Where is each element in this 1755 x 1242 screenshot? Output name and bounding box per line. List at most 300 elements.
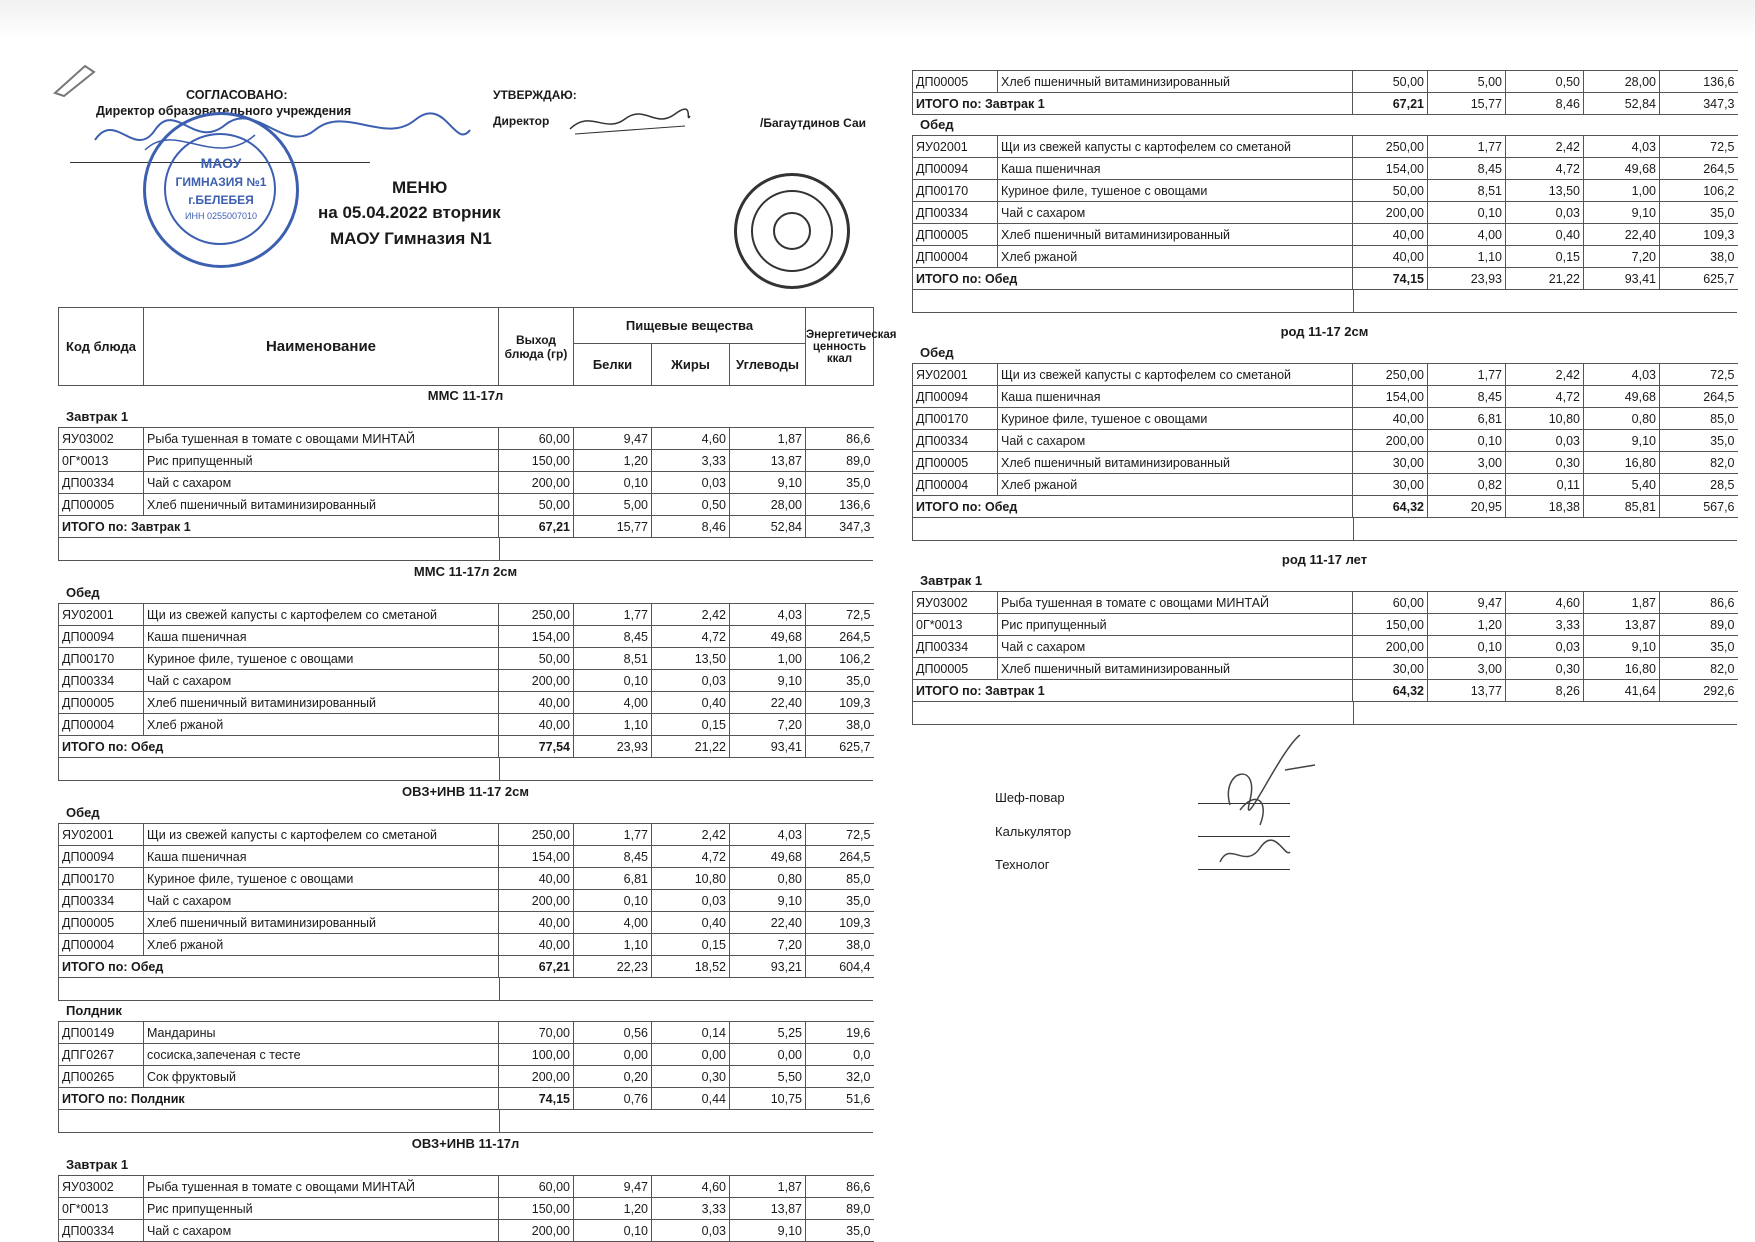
meal-title: Обед xyxy=(66,585,100,600)
dish-fat: 0,11 xyxy=(1506,474,1584,496)
dish-fat: 0,00 xyxy=(652,1044,730,1066)
total-row xyxy=(59,956,874,978)
total-label: ИТОГО по: Обед xyxy=(913,496,1353,518)
dish-yield: 250,00 xyxy=(1353,136,1428,158)
table-row xyxy=(59,670,874,692)
dish-protein: 6,81 xyxy=(574,868,652,890)
dish-code: ДП00005 xyxy=(913,71,998,93)
total-yield: 67,21 xyxy=(499,516,574,538)
total-protein: 23,93 xyxy=(574,736,652,758)
approve-title: УТВЕРЖДАЮ: xyxy=(493,88,577,102)
dish-code: 0Г*0013 xyxy=(59,1198,144,1220)
dish-fat: 0,40 xyxy=(1506,224,1584,246)
total-row xyxy=(913,496,1738,518)
dish-fat: 0,50 xyxy=(1506,71,1584,93)
spacer-cell xyxy=(58,538,500,561)
dish-code: ДП00334 xyxy=(913,430,998,452)
table-row xyxy=(59,692,874,714)
total-carbs: 93,41 xyxy=(730,736,806,758)
dish-yield: 40,00 xyxy=(499,692,574,714)
dish-code: ДП00334 xyxy=(59,1220,144,1242)
total-protein: 22,23 xyxy=(574,956,652,978)
total-yield: 77,54 xyxy=(499,736,574,758)
dish-yield: 154,00 xyxy=(1353,158,1428,180)
dish-carbs: 5,40 xyxy=(1584,474,1660,496)
dish-fat: 2,42 xyxy=(1506,364,1584,386)
dish-energy: 35,0 xyxy=(806,1220,874,1242)
dish-carbs: 49,68 xyxy=(730,846,806,868)
sign-calculator-label: Калькулятор xyxy=(995,824,1072,839)
table-row xyxy=(913,246,1738,268)
dish-code: ДП00149 xyxy=(59,1022,144,1044)
dish-carbs: 16,80 xyxy=(1584,452,1660,474)
dish-carbs: 13,87 xyxy=(730,1198,806,1220)
total-protein: 13,77 xyxy=(1428,680,1506,702)
total-carbs: 41,64 xyxy=(1584,680,1660,702)
dish-energy: 19,6 xyxy=(806,1022,874,1044)
dish-protein: 1,77 xyxy=(1428,136,1506,158)
dish-code: ДП00005 xyxy=(913,224,998,246)
total-energy: 625,7 xyxy=(1660,268,1738,290)
table-row xyxy=(913,658,1738,680)
dish-protein: 0,10 xyxy=(574,890,652,912)
header-code: Код блюда xyxy=(59,308,144,386)
dish-protein: 0,10 xyxy=(1428,202,1506,224)
dish-name: сосиска,запеченая с тесте xyxy=(144,1044,499,1066)
dish-code: ДП00005 xyxy=(59,692,144,714)
corner-pen-mark xyxy=(50,58,100,98)
table-row xyxy=(59,494,874,516)
dish-code: ЯУ03002 xyxy=(913,592,998,614)
chef-signature xyxy=(1200,730,1320,870)
dish-energy: 35,0 xyxy=(806,670,874,692)
table-row xyxy=(59,1066,874,1088)
dish-code: ДПГ0267 xyxy=(59,1044,144,1066)
dish-yield: 154,00 xyxy=(499,626,574,648)
dish-energy: 86,6 xyxy=(806,1176,874,1198)
dish-yield: 40,00 xyxy=(1353,246,1428,268)
stamp-text-2: ГИМНАЗИЯ №1 xyxy=(175,175,267,189)
table-row xyxy=(913,386,1738,408)
table-row xyxy=(59,1176,874,1198)
dish-code: ДП00005 xyxy=(59,494,144,516)
dish-protein: 1,77 xyxy=(574,824,652,846)
table-row xyxy=(59,450,874,472)
dish-name: Хлеб пшеничный витаминизированный xyxy=(144,494,499,516)
dish-name: Хлеб пшеничный витаминизированный xyxy=(998,658,1353,680)
dish-fat: 2,42 xyxy=(1506,136,1584,158)
stamp-text-1: МАОУ xyxy=(200,155,242,171)
dish-carbs: 22,40 xyxy=(730,912,806,934)
table-row xyxy=(59,1220,874,1242)
menu-table xyxy=(912,70,1738,115)
table-row xyxy=(913,474,1738,496)
total-fat: 8,46 xyxy=(1506,93,1584,115)
dish-code: ДП00004 xyxy=(913,474,998,496)
menu-table xyxy=(58,823,874,978)
total-fat: 18,52 xyxy=(652,956,730,978)
total-energy: 567,6 xyxy=(1660,496,1738,518)
section-title: ОВЗ+ИНВ 11-17л xyxy=(411,1136,520,1151)
dish-name: Каша пшеничная xyxy=(998,158,1353,180)
dish-fat: 0,15 xyxy=(1506,246,1584,268)
dish-energy: 38,0 xyxy=(806,934,874,956)
dish-protein: 8,51 xyxy=(574,648,652,670)
header-carbs: Углеводы xyxy=(730,344,806,386)
table-row xyxy=(59,714,874,736)
dish-energy: 35,0 xyxy=(1660,430,1738,452)
dish-name: Рис припущенный xyxy=(144,450,499,472)
dish-fat: 10,80 xyxy=(1506,408,1584,430)
dish-energy: 136,6 xyxy=(1660,71,1738,93)
dish-fat: 13,50 xyxy=(652,648,730,670)
dish-code: ДП00265 xyxy=(59,1066,144,1088)
dish-energy: 35,0 xyxy=(806,890,874,912)
menu-table xyxy=(912,363,1738,518)
table-row xyxy=(59,626,874,648)
left-menu-column xyxy=(58,385,873,1242)
dish-name: Хлеб пшеничный витаминизированный xyxy=(998,71,1353,93)
dish-carbs: 9,10 xyxy=(1584,636,1660,658)
section-title: ММС 11-17л xyxy=(427,388,504,403)
total-energy: 347,3 xyxy=(1660,93,1738,115)
dish-yield: 250,00 xyxy=(1353,364,1428,386)
dish-carbs: 49,68 xyxy=(1584,386,1660,408)
stamp-text-3: г.БЕЛЕБЕЯ xyxy=(188,193,254,207)
page-top-shade xyxy=(0,0,1755,40)
dish-protein: 1,20 xyxy=(1428,614,1506,636)
table-row xyxy=(59,1022,874,1044)
total-carbs: 52,84 xyxy=(730,516,806,538)
dish-carbs: 9,10 xyxy=(730,472,806,494)
dish-fat: 3,33 xyxy=(1506,614,1584,636)
dish-energy: 72,5 xyxy=(1660,136,1738,158)
dish-carbs: 28,00 xyxy=(1584,71,1660,93)
dish-fat: 0,03 xyxy=(1506,430,1584,452)
dish-name: Хлеб пшеничный витаминизированный xyxy=(998,452,1353,474)
dish-energy: 264,5 xyxy=(806,846,874,868)
total-label: ИТОГО по: Завтрак 1 xyxy=(59,516,499,538)
dish-code: ДП00004 xyxy=(913,246,998,268)
total-row xyxy=(59,516,874,538)
dish-energy: 264,5 xyxy=(1660,158,1738,180)
dish-carbs: 13,87 xyxy=(730,450,806,472)
total-fat: 8,26 xyxy=(1506,680,1584,702)
dish-energy: 0,0 xyxy=(806,1044,874,1066)
dish-carbs: 5,25 xyxy=(730,1022,806,1044)
table-row xyxy=(59,1198,874,1220)
dish-energy: 86,6 xyxy=(1660,592,1738,614)
dish-protein: 8,45 xyxy=(574,846,652,868)
dish-fat: 13,50 xyxy=(1506,180,1584,202)
dish-carbs: 49,68 xyxy=(730,626,806,648)
dish-carbs: 1,87 xyxy=(730,428,806,450)
dish-yield: 50,00 xyxy=(499,494,574,516)
dish-fat: 0,03 xyxy=(652,1220,730,1242)
dish-protein: 0,20 xyxy=(574,1066,652,1088)
dish-yield: 40,00 xyxy=(499,934,574,956)
spacer-cell xyxy=(912,518,1354,541)
dish-name: Щи из свежей капусты с картофелем со сметаной xyxy=(998,364,1353,386)
dish-name: Рыба тушенная в томате с овощами МИНТАЙ xyxy=(144,1176,499,1198)
dish-protein: 1,10 xyxy=(574,934,652,956)
dish-code: ДП00170 xyxy=(913,180,998,202)
dish-energy: 32,0 xyxy=(806,1066,874,1088)
dish-carbs: 9,10 xyxy=(730,1220,806,1242)
dish-name: Рыба тушенная в томате с овощами МИНТАЙ xyxy=(144,428,499,450)
dish-yield: 50,00 xyxy=(1353,180,1428,202)
table-row xyxy=(59,846,874,868)
total-carbs: 93,41 xyxy=(1584,268,1660,290)
dish-carbs: 4,03 xyxy=(1584,364,1660,386)
total-row xyxy=(59,736,874,758)
dish-code: ДП00334 xyxy=(59,890,144,912)
table-row xyxy=(59,472,874,494)
total-carbs: 85,81 xyxy=(1584,496,1660,518)
total-label: ИТОГО по: Полдник xyxy=(59,1088,499,1110)
dish-energy: 109,3 xyxy=(1660,224,1738,246)
dish-code: ДП00094 xyxy=(913,158,998,180)
menu-table xyxy=(58,1175,874,1242)
dish-fat: 2,42 xyxy=(652,824,730,846)
agreed-signature-scribble xyxy=(85,100,475,180)
dish-name: Щи из свежей капусты с картофелем со сметаной xyxy=(144,824,499,846)
table-row xyxy=(913,408,1738,430)
header-fat: Жиры xyxy=(652,344,730,386)
dish-carbs: 7,20 xyxy=(1584,246,1660,268)
dish-fat: 4,60 xyxy=(652,428,730,450)
total-energy: 604,4 xyxy=(806,956,874,978)
dish-yield: 150,00 xyxy=(499,1198,574,1220)
dish-protein: 3,00 xyxy=(1428,658,1506,680)
total-row xyxy=(913,268,1738,290)
dish-energy: 85,0 xyxy=(1660,408,1738,430)
dish-carbs: 28,00 xyxy=(730,494,806,516)
table-row xyxy=(59,604,874,626)
table-row xyxy=(913,452,1738,474)
dish-carbs: 1,87 xyxy=(730,1176,806,1198)
table-row xyxy=(913,430,1738,452)
dish-fat: 0,40 xyxy=(652,692,730,714)
agreed-title: СОГЛАСОВАНО: xyxy=(186,88,288,102)
dish-name: Хлеб ржаной xyxy=(144,934,499,956)
dish-yield: 250,00 xyxy=(499,824,574,846)
total-carbs: 52,84 xyxy=(1584,93,1660,115)
dish-fat: 4,60 xyxy=(652,1176,730,1198)
dish-fat: 0,03 xyxy=(1506,636,1584,658)
total-label: ИТОГО по: Обед xyxy=(59,956,499,978)
sign-technologist-label: Технолог xyxy=(995,857,1050,872)
total-label: ИТОГО по: Завтрак 1 xyxy=(913,93,1353,115)
spacer-row xyxy=(912,290,1737,313)
dish-fat: 0,03 xyxy=(1506,202,1584,224)
dish-yield: 70,00 xyxy=(499,1022,574,1044)
dish-energy: 106,2 xyxy=(1660,180,1738,202)
dish-yield: 154,00 xyxy=(1353,386,1428,408)
dish-name: Куриное филе, тушеное с овощами xyxy=(144,868,499,890)
dish-fat: 10,80 xyxy=(652,868,730,890)
dish-protein: 0,82 xyxy=(1428,474,1506,496)
right-menu-column xyxy=(912,70,1742,725)
dish-name: Чай с сахаром xyxy=(144,1220,499,1242)
table-row xyxy=(913,71,1738,93)
dish-carbs: 16,80 xyxy=(1584,658,1660,680)
dish-code: ДП00094 xyxy=(59,626,144,648)
dish-fat: 0,40 xyxy=(652,912,730,934)
dish-protein: 0,56 xyxy=(574,1022,652,1044)
stamp-inn: ИНН 0255007010 xyxy=(184,211,258,221)
dish-code: ДП00005 xyxy=(913,658,998,680)
meal-title: Полдник xyxy=(66,1003,122,1018)
dish-protein: 8,45 xyxy=(1428,158,1506,180)
dish-carbs: 1,00 xyxy=(730,648,806,670)
table-row xyxy=(59,1044,874,1066)
dish-name: Чай с сахаром xyxy=(998,636,1353,658)
spacer-row xyxy=(58,1110,873,1133)
spacer-cell xyxy=(58,758,500,781)
meal-title: Обед xyxy=(66,805,100,820)
menu-table xyxy=(58,1021,874,1110)
dish-fat: 2,42 xyxy=(652,604,730,626)
meal-title: Завтрак 1 xyxy=(66,1157,129,1172)
director-stamp xyxy=(734,173,850,289)
section-title: род 11-17 2см xyxy=(1280,324,1369,339)
total-yield: 67,21 xyxy=(499,956,574,978)
table-row xyxy=(913,224,1738,246)
dish-fat: 0,03 xyxy=(652,890,730,912)
dish-protein: 8,45 xyxy=(1428,386,1506,408)
dish-yield: 150,00 xyxy=(499,450,574,472)
menu-table-header xyxy=(58,307,897,386)
dish-yield: 200,00 xyxy=(1353,430,1428,452)
dish-code: ЯУ02001 xyxy=(913,364,998,386)
spacer-row xyxy=(58,978,873,1001)
dish-carbs: 13,87 xyxy=(1584,614,1660,636)
dish-code: ДП00004 xyxy=(59,714,144,736)
total-row xyxy=(59,1088,874,1110)
dish-protein: 9,47 xyxy=(574,1176,652,1198)
dish-protein: 0,10 xyxy=(1428,430,1506,452)
dish-name: Мандарины xyxy=(144,1022,499,1044)
dish-yield: 100,00 xyxy=(499,1044,574,1066)
spacer-cell xyxy=(58,978,500,1001)
dish-name: Чай с сахаром xyxy=(998,430,1353,452)
dish-energy: 264,5 xyxy=(806,626,874,648)
dish-yield: 150,00 xyxy=(1353,614,1428,636)
dish-name: Хлеб ржаной xyxy=(998,474,1353,496)
spacer-row xyxy=(912,702,1737,725)
dish-carbs: 0,80 xyxy=(1584,408,1660,430)
dish-carbs: 49,68 xyxy=(1584,158,1660,180)
dish-yield: 40,00 xyxy=(499,868,574,890)
dish-energy: 35,0 xyxy=(806,472,874,494)
total-row xyxy=(913,93,1738,115)
dish-name: Хлеб пшеничный витаминизированный xyxy=(998,224,1353,246)
dish-name: Куриное филе, тушеное с овощами xyxy=(998,180,1353,202)
menu-table xyxy=(58,427,874,538)
total-energy: 51,6 xyxy=(806,1088,874,1110)
dish-fat: 0,30 xyxy=(1506,452,1584,474)
dish-yield: 50,00 xyxy=(1353,71,1428,93)
dish-protein: 5,00 xyxy=(574,494,652,516)
total-label: ИТОГО по: Обед xyxy=(913,268,1353,290)
dish-protein: 1,10 xyxy=(574,714,652,736)
dish-yield: 200,00 xyxy=(1353,202,1428,224)
sign-chef-label: Шеф-повар xyxy=(995,790,1065,805)
dish-name: Хлеб ржаной xyxy=(144,714,499,736)
total-protein: 23,93 xyxy=(1428,268,1506,290)
dish-protein: 9,47 xyxy=(1428,592,1506,614)
dish-code: ЯУ02001 xyxy=(59,824,144,846)
dish-yield: 30,00 xyxy=(1353,658,1428,680)
dish-yield: 30,00 xyxy=(1353,474,1428,496)
dish-energy: 89,0 xyxy=(806,450,874,472)
dish-fat: 0,15 xyxy=(652,714,730,736)
section-title: род 11-17 лет xyxy=(1281,552,1368,567)
spacer-cell xyxy=(912,702,1354,725)
dish-code: ДП00004 xyxy=(59,934,144,956)
dish-carbs: 4,03 xyxy=(730,824,806,846)
dish-carbs: 0,00 xyxy=(730,1044,806,1066)
spacer-row xyxy=(58,758,873,781)
dish-name: Щи из свежей капусты с картофелем со сметаной xyxy=(144,604,499,626)
dish-fat: 0,14 xyxy=(652,1022,730,1044)
dish-yield: 200,00 xyxy=(499,890,574,912)
table-row xyxy=(913,592,1738,614)
dish-carbs: 4,03 xyxy=(730,604,806,626)
dish-carbs: 9,10 xyxy=(730,890,806,912)
total-fat: 18,38 xyxy=(1506,496,1584,518)
total-fat: 21,22 xyxy=(1506,268,1584,290)
dish-code: 0Г*0013 xyxy=(913,614,998,636)
dish-name: Хлеб пшеничный витаминизированный xyxy=(144,692,499,714)
dish-name: Хлеб ржаной xyxy=(998,246,1353,268)
dish-protein: 0,10 xyxy=(574,1220,652,1242)
dish-energy: 86,6 xyxy=(806,428,874,450)
dish-energy: 85,0 xyxy=(806,868,874,890)
table-row xyxy=(913,158,1738,180)
dish-protein: 5,00 xyxy=(1428,71,1506,93)
dish-name: Каша пшеничная xyxy=(998,386,1353,408)
dish-energy: 136,6 xyxy=(806,494,874,516)
dish-protein: 9,47 xyxy=(574,428,652,450)
spacer-cell xyxy=(58,1110,500,1133)
dish-code: ДП00170 xyxy=(59,648,144,670)
dish-name: Рыба тушенная в томате с овощами МИНТАЙ xyxy=(998,592,1353,614)
meal-title: Обед xyxy=(920,345,954,360)
table-row xyxy=(59,890,874,912)
dish-protein: 0,10 xyxy=(574,670,652,692)
dish-fat: 0,03 xyxy=(652,472,730,494)
dish-name: Чай с сахаром xyxy=(144,472,499,494)
approve-name: /Багаутдинов Саи xyxy=(760,116,866,130)
dish-code: ДП00170 xyxy=(59,868,144,890)
total-energy: 347,3 xyxy=(806,516,874,538)
dish-protein: 1,20 xyxy=(574,450,652,472)
dish-fat: 4,60 xyxy=(1506,592,1584,614)
dish-yield: 30,00 xyxy=(1353,452,1428,474)
dish-yield: 154,00 xyxy=(499,846,574,868)
table-row xyxy=(913,636,1738,658)
dish-protein: 0,00 xyxy=(574,1044,652,1066)
dish-carbs: 7,20 xyxy=(730,934,806,956)
dish-code: ДП00005 xyxy=(913,452,998,474)
total-yield: 67,21 xyxy=(1353,93,1428,115)
total-energy: 625,7 xyxy=(806,736,874,758)
total-yield: 74,15 xyxy=(499,1088,574,1110)
dish-carbs: 9,10 xyxy=(1584,202,1660,224)
total-protein: 15,77 xyxy=(1428,93,1506,115)
